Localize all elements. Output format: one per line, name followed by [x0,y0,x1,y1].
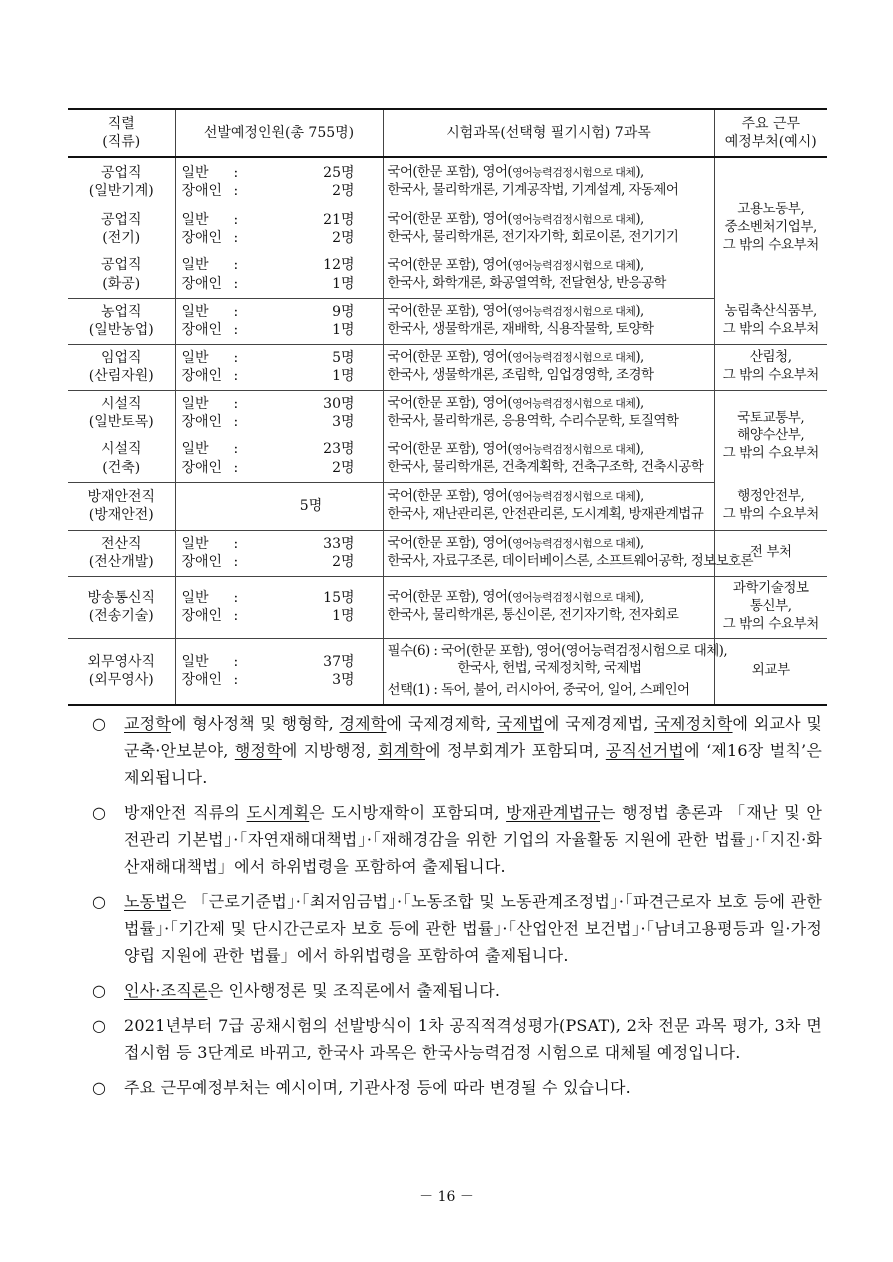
subjects-suffix: ), [635,303,644,320]
quota-general [182,589,381,607]
note-text [124,977,822,1004]
quota-cell [175,482,383,530]
colon: : [233,368,239,384]
note-segment: 주요 근무예정부처는 예시이며, 기관사정 등에 따라 변경될 수 있습니다. [124,1078,631,1097]
quota-general-count: 21명 [323,211,355,228]
department-line: 해양수산부, [737,427,805,444]
series-cell [68,638,175,705]
series-name: 외무영사직 [87,653,156,670]
english-note: 영어능력검정시험으로 대체 [512,591,636,605]
english-note: 영어능력검정시험으로 대체 [512,490,636,504]
series-subtype: (일반농업) [88,322,154,338]
series-cell [68,576,175,638]
quota-total: 5명 [299,497,323,514]
table-row [68,530,827,576]
table-row [68,252,827,298]
subjects-suffix: ), [635,395,644,412]
required-line-2: 한국사, 헌법, 국제정치학, 국제법 [457,660,642,677]
colon: : [233,257,239,274]
note-item [92,710,822,791]
quota-general-label: 일반 [181,164,209,181]
subjects-line-2: 한국사, 화학개론, 화공열역학, 전달현상, 반응공학 [387,274,666,291]
colon: : [233,672,239,689]
underlined-term: 도시계획 [246,803,310,822]
english-note: 영어능력검정시험으로 대체 [512,397,636,411]
note-segment: 에 외교사 및 군축·안보분야, [124,714,823,760]
english-note: 영어능력검정시험으로 대체 [512,258,636,272]
quota-cell [175,298,383,344]
quota-cell [175,157,383,206]
series-name: 방송통신직 [87,589,156,606]
required-line-1: 필수(6) : 국어(한문 포함), 영어(영어능력검정시험으로 대체), [387,642,728,659]
colon: : [233,211,239,228]
header-department: 주요 근무 예정부처(예시) [714,109,827,157]
note-item [92,888,822,969]
quota-general-count: 5명 [332,349,355,366]
quota-general [182,535,381,553]
quota-cell [175,576,383,638]
quota-cell [175,252,383,298]
subjects-suffix: ), [635,211,644,228]
bullet-icon: ○ [92,1078,106,1097]
quota-general [182,395,381,413]
english-note: 영어능력검정시험으로 대체 [512,537,636,551]
note-item [92,977,822,1004]
quota-general [182,440,381,458]
note-segment: 2021년부터 7급 공채시험의 선발방식이 1차 공직적격성평가(PSAT), 2차 전문 과목 평가, 3차 면접시험 등 3단계로 바뀌고, 한국사 과목은 한국사능력검정 시험으로 대체될 예정입니다. [124,1016,822,1062]
department-cell [714,390,827,482]
header-subjects: 시험과목(선택형 필기시험) 7과목 [383,109,714,157]
subjects-suffix: ), [635,589,644,606]
series-subtype: (외무영사) [88,672,154,689]
subjects-cell [383,298,714,344]
quota-disabled [182,553,381,571]
department-line: 고용노동부, [737,201,805,218]
colon: : [233,275,239,292]
series-subtype: (화공) [102,275,141,292]
quota-disabled-label: 장애인 [181,368,223,384]
series-name: 전산직 [100,535,142,552]
subjects-prefix: 국어(한문 포함), 영어( [387,589,513,606]
quota-general-count: 37명 [323,653,355,670]
subjects-suffix: ), [635,440,644,457]
series-name: 시설직 [100,395,142,412]
quota-disabled-label: 장애인 [181,554,223,570]
quota-disabled [182,671,381,689]
table-row [68,576,827,638]
subjects-line-2: 한국사, 물리학개론, 기계공작법, 기계설계, 자동제어 [387,182,679,198]
department-cell [714,298,827,344]
quota-general-count: 23명 [323,441,355,458]
note-text [124,888,822,969]
quota-general [182,256,381,274]
header-quota: 선발예정인원(총 755명) [175,109,383,157]
underlined-term: 인사·조직론 [124,981,208,1000]
required-subjects-1: 국어(한문 포함), 영어(영어능력검정시험으로 대체), [441,642,728,659]
quota-disabled [182,413,381,431]
quota-cell [175,206,383,252]
bullet-icon: ○ [92,714,106,733]
subjects-line-1 [388,535,712,553]
series-cell [68,206,175,252]
series-subtype: (산림자원) [88,368,154,384]
underlined-term: 국제법 [496,714,544,733]
subjects-suffix: ), [635,164,644,181]
quota-disabled [182,229,381,247]
underlined-term: 경제학 [339,714,387,733]
quota-general-label: 일반 [181,257,209,274]
note-item [92,1074,822,1101]
quota-general-label: 일반 [181,589,209,606]
elective-line: 선택(1) : 독어, 불어, 러시아어, 중국어, 일어, 스페인어 [387,682,690,699]
subjects-cell [383,638,728,705]
series-cell [68,157,175,206]
quota-general-count: 9명 [332,303,355,320]
department-line: 산림청, [749,349,792,366]
table-row [68,298,827,344]
quota-general-count: 30명 [323,395,355,412]
series-cell [68,252,175,298]
quota-disabled-count: 2명 [332,230,355,246]
series-name: 방재안전직 [87,488,156,505]
bullet-icon: ○ [92,1016,106,1035]
colon: : [233,183,239,199]
quota-general-count: 25명 [323,164,355,181]
subjects-cell [383,206,714,252]
quota-general-label: 일반 [181,441,209,458]
quota-disabled-count: 1명 [332,368,355,384]
bullet-icon: ○ [92,981,106,1000]
subjects-line-1 [388,303,712,321]
table-header-row [68,109,827,157]
colon: : [233,414,239,431]
note-segment: 에 형사정책 및 행형학, [170,714,340,733]
department-line: 그 밖의 수요부처 [722,445,819,462]
colon: : [233,589,239,606]
series-name: 공업직 [100,164,142,181]
underlined-term: 노동법 [124,892,171,911]
english-note: 영어능력검정시험으로 대체 [512,442,636,456]
note-segment: 는 행정법 총론과 「재난 및 안전관리 기본법」·「자연재해대책법」·「재해경감을 위한 기업의 자율활동 지원에 관한 법률」·「지진·화산재해대책법」에서 하위법령을 포함하여 출제됩니다. [124,803,822,876]
quota-disabled-label: 장애인 [181,414,223,431]
note-segment: 에 지방행정, [281,741,379,760]
quota-disabled [182,459,381,477]
elective-subjects: 독어, 불어, 러시아어, 중국어, 일어, 스페인어 [441,682,690,699]
note-segment: 은 인사행정론 및 조직론에서 출제됩니다. [207,981,501,1000]
department-line: 행정안전부, [737,487,805,504]
subjects-line-1 [388,395,712,413]
note-segment: 에 ‘제16장 벌칙’은 제외됩니다. [124,741,823,787]
quota-cell [175,530,383,576]
underlined-term: 회계학 [378,741,425,760]
table-row [68,390,827,436]
series-subtype: (건축) [102,459,141,476]
series-subtype: (일반기계) [88,183,154,199]
table-row [68,436,827,482]
note-segment: 방재안전 직류의 [124,803,247,822]
subjects-cell [383,252,714,298]
colon: : [233,535,239,552]
subjects-line-1 [388,589,712,607]
series-cell [68,344,175,390]
quota-disabled [182,367,381,385]
subjects-cell [383,436,714,482]
subjects-prefix: 국어(한문 포함), 영어( [387,164,513,181]
note-segment: 은 「근로기준법」·「최저임금법」·「노동조합 및 노동관계조정법」·「파견근로자 보호 등에 관한 법률」·「기간제 및 단시간근로자 보호 등에 관한 법률」·「산업안전 보건법」·「남녀고용평등과 일·가정 양립 지원에 관한 법률」에서 하위법령을 포함하여 출제됩니다. [124,892,822,965]
department-line: 전 부처 [749,544,792,561]
department-line: 외교부 [751,662,790,679]
colon: : [233,395,239,412]
english-note: 영어능력검정시험으로 대체 [512,166,636,180]
series-subtype: (전송기술) [88,608,154,624]
series-cell [68,436,175,482]
department-line: 국토교통부, [737,409,805,426]
quota-general [182,303,381,321]
quota-general [182,164,381,182]
colon: : [233,230,239,246]
quota-general-label: 일반 [181,211,209,228]
colon: : [233,608,239,624]
quota-disabled-count: 2명 [332,183,355,199]
department-line: 과학기술정보 [732,580,809,597]
department-line: 그 밖의 수요부처 [722,236,819,253]
department-line: 그 밖의 수요부처 [722,320,819,337]
note-text [124,1012,822,1066]
quota-disabled-label: 장애인 [181,230,223,246]
subjects-suffix: ), [635,488,644,505]
subjects-cell [383,482,714,530]
subjects-prefix: 국어(한문 포함), 영어( [387,440,513,457]
table-row [68,157,827,206]
series-name: 시설직 [100,441,142,458]
header-series: 직렬 (직류) [68,109,175,157]
subjects-suffix: ), [635,535,644,552]
quota-disabled-count: 2명 [332,459,355,476]
subjects-prefix: 국어(한문 포함), 영어( [387,349,513,366]
series-subtype: (전기) [102,230,141,246]
note-text [124,1074,822,1101]
department-line: 그 밖의 수요부처 [722,615,819,632]
quota-disabled-label: 장애인 [181,608,223,624]
colon: : [233,459,239,476]
subjects-line-2: 한국사, 재난관리론, 안전관리론, 도시계획, 방재관계법규 [387,506,704,522]
department-cell [714,344,827,390]
subjects-cell [383,157,714,206]
quota-general-label: 일반 [181,653,209,670]
quota-general-label: 일반 [181,349,209,366]
quota-disabled-count: 1명 [332,608,355,624]
english-note: 영어능력검정시험으로 대체 [512,213,636,227]
underlined-term: 공직선거법 [605,741,685,760]
department-line: 중소벤처기업부, [724,219,817,236]
subjects-line-2: 한국사, 물리학개론, 응용역학, 수리수문학, 토질역학 [387,413,679,430]
quota-disabled-count: 3명 [332,414,355,431]
subjects-suffix: ), [635,349,644,366]
underlined-term: 방재관계법규 [506,803,601,822]
table-body [68,157,827,705]
subjects-suffix: ), [635,256,644,273]
series-name: 공업직 [100,257,142,274]
subjects-prefix: 국어(한문 포함), 영어( [387,256,513,273]
required-label: 필수(6) [387,642,430,659]
bullet-icon: ○ [92,803,106,822]
quota-general-label: 일반 [181,303,209,320]
department-cell [714,638,827,705]
subjects-line-2: 한국사, 자료구조론, 데이터베이스론, 소프트웨어공학, 정보보호론 [387,553,753,569]
subjects-prefix: 국어(한문 포함), 영어( [387,535,513,552]
quota-general [182,653,381,671]
note-item [92,799,822,880]
table-row [68,206,827,252]
underlined-term: 국제정치학 [654,714,733,733]
colon: : [233,349,239,366]
subjects-line-1 [388,488,712,506]
quota-disabled-label: 장애인 [181,459,223,476]
quota-disabled-label: 장애인 [181,322,223,338]
notes-section [92,710,822,1109]
subjects-line-2: 한국사, 물리학개론, 전기자기학, 회로이론, 전기기기 [387,229,679,245]
underlined-term: 교정학 [124,714,171,733]
quota-cell [175,344,383,390]
quota-disabled-count: 1명 [332,322,355,338]
quota-disabled-label: 장애인 [181,672,223,689]
table-row [68,482,827,530]
colon: : [233,554,239,570]
quota-disabled [182,182,381,200]
subjects-prefix: 국어(한문 포함), 영어( [387,488,513,505]
note-segment: 에 정부회계가 포함되며, [425,741,606,760]
subjects-prefix: 국어(한문 포함), 영어( [387,211,513,228]
series-name: 임업직 [100,349,142,366]
subjects-line-2: 한국사, 생물학개론, 재배학, 식용작물학, 토양학 [387,321,654,337]
quota-general-label: 일반 [181,535,209,552]
quota-disabled-count: 2명 [332,554,355,570]
quota-general [182,349,381,367]
department-cell [714,482,827,530]
quota-cell [175,638,383,705]
quota-disabled [182,607,381,625]
subjects-line-2: 한국사, 물리학개론, 건축계획학, 건축구조학, 건축시공학 [387,458,704,475]
colon: : [233,303,239,320]
quota-general-count: 33명 [323,535,355,552]
subjects-cell [383,530,753,576]
english-note: 영어능력검정시험으로 대체 [512,305,636,319]
subjects-line-2: 한국사, 물리학개론, 통신이론, 전기자기학, 전자회로 [387,607,679,623]
series-subtype: (전산개발) [88,554,154,570]
series-cell [68,482,175,530]
series-cell [68,530,175,576]
subjects-prefix: 국어(한문 포함), 영어( [387,395,513,412]
series-cell [68,390,175,436]
subjects-line-1 [388,257,712,275]
colon: : [233,441,239,458]
underlined-term: 행정학 [234,741,282,760]
page-number: － 16 － [419,1189,474,1205]
table-row [68,344,827,390]
note-item [92,1012,822,1066]
department-cell [714,157,827,298]
note-segment: 은 도시방재학이 포함되며, [309,803,507,822]
quota-disabled-count: 1명 [332,275,355,292]
series-subtype: (방재안전) [88,507,154,523]
table-row [68,638,827,705]
subjects-prefix: 국어(한문 포함), 영어( [387,303,513,320]
subjects-cell [383,390,714,436]
subjects-line-1 [388,164,712,182]
quota-disabled-label: 장애인 [181,183,223,199]
subjects-line-1 [388,211,712,229]
note-text [124,710,822,791]
subjects-line-1 [388,441,712,459]
department-line: 그 밖의 수요부처 [722,367,819,383]
subjects-line-2: 한국사, 생물학개론, 조림학, 임업경영학, 조경학 [387,367,654,383]
department-line: 그 밖의 수요부처 [722,505,819,522]
elective-label: 선택(1) [387,682,430,699]
quota-disabled [182,275,381,293]
colon: : [233,322,239,338]
subjects-cell [383,344,714,390]
colon: : [233,653,239,670]
quota-disabled-label: 장애인 [181,275,223,292]
quota-disabled-count: 3명 [332,672,355,689]
exam-subjects-table [68,108,827,706]
subjects-cell [383,576,714,638]
quota-general-count: 15명 [323,589,355,606]
department-cell [714,576,827,638]
bullet-icon: ○ [92,892,106,911]
quota-disabled [182,321,381,339]
quota-general-count: 12명 [323,257,355,274]
quota-cell [175,436,383,482]
series-name: 농업직 [100,303,142,320]
subjects-line-1 [388,349,712,367]
note-segment: 에 국제경제법, [543,714,655,733]
english-note: 영어능력검정시험으로 대체 [512,351,636,365]
quota-general-label: 일반 [181,395,209,412]
quota-general [182,211,381,229]
series-name: 공업직 [100,211,142,228]
department-line: 농림축산식품부, [724,302,817,319]
note-segment: 에 국제경제학, [386,714,497,733]
series-cell [68,298,175,344]
department-line: 통신부, [749,598,792,615]
colon: : [233,164,239,181]
quota-cell [175,390,383,436]
note-text [124,799,822,880]
series-subtype: (일반토목) [88,414,154,431]
